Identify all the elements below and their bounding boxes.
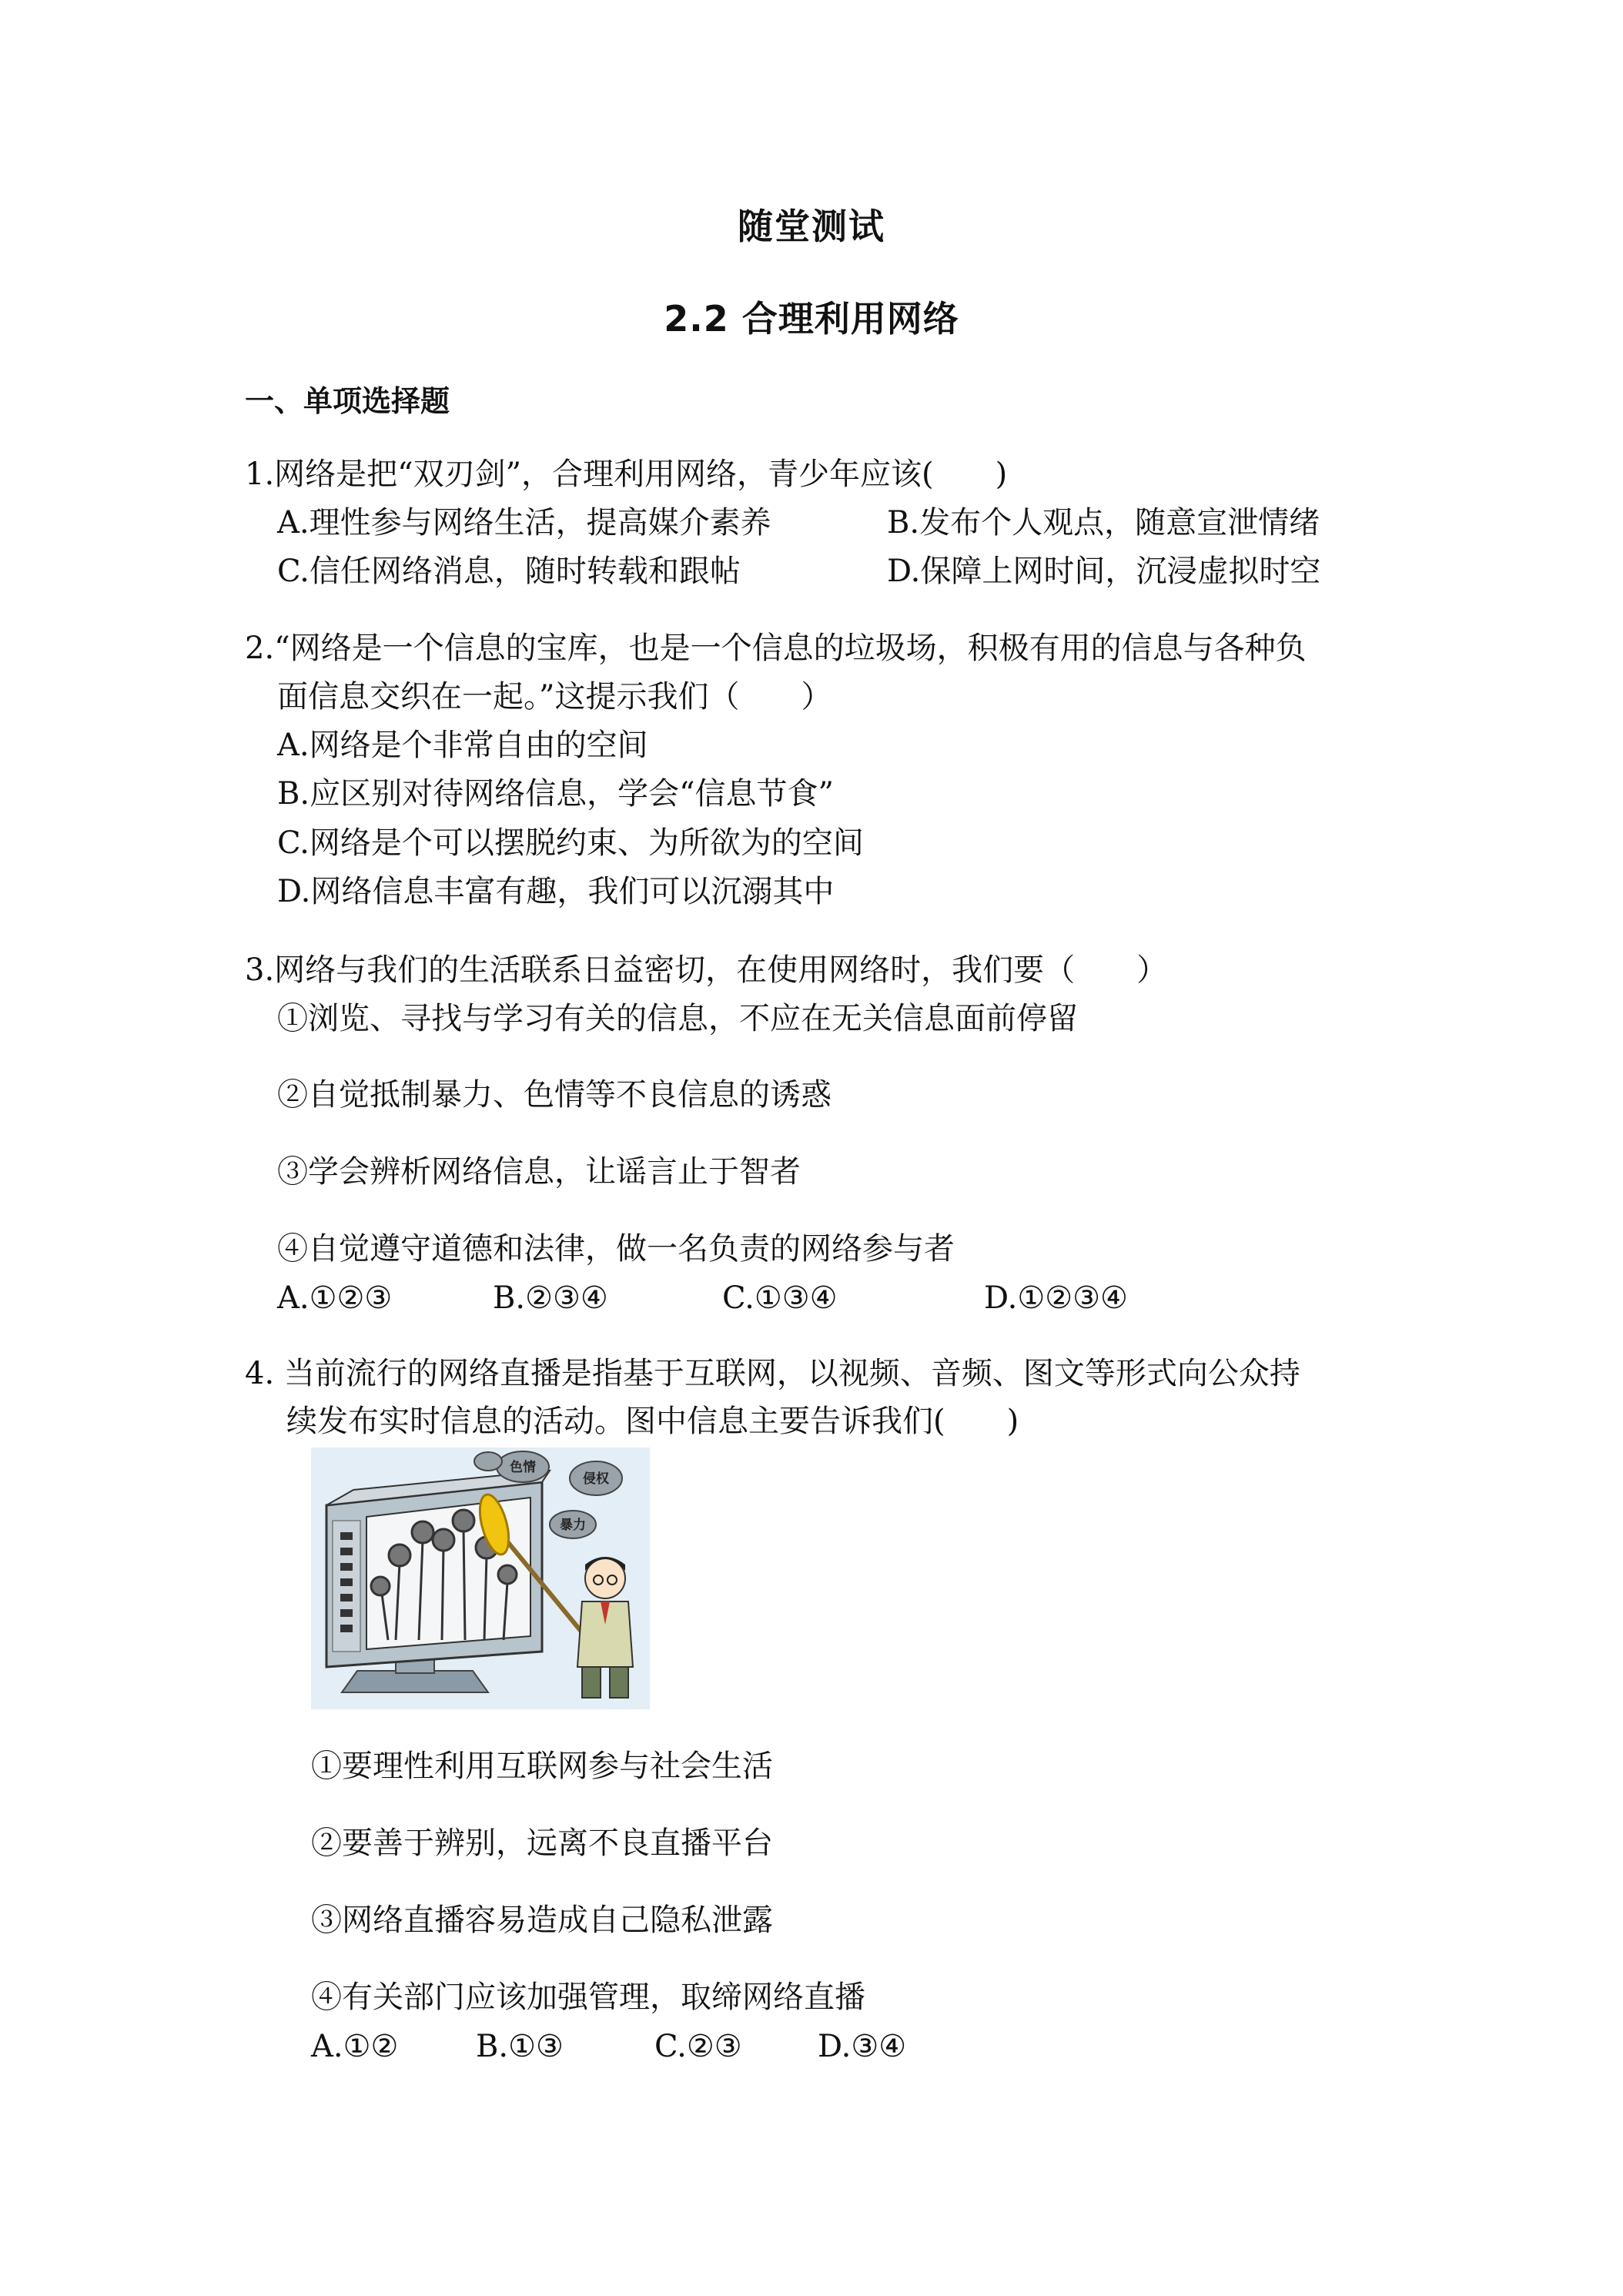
question-4-statement-1: ①要理性利用互联网参与社会生活 bbox=[311, 1749, 773, 1784]
bubble-label-3: 暴力 bbox=[560, 1518, 586, 1533]
question-4-statement-4: ④有关部门应该加强管理，取缔网络直播 bbox=[311, 1980, 865, 2015]
question-3-statement-1: ①浏览、寻找与学习有关的信息，不应在无关信息面前停留 bbox=[277, 1001, 1078, 1036]
question-4-option-c: C.②③ bbox=[654, 2029, 742, 2064]
lesson-title: 2.2 合理利用网络 bbox=[664, 298, 959, 340]
question-4-stem-line-1: 4. 当前流行的网络直播是指基于互联网，以视频、音频、图文等形式向公众持 bbox=[245, 1356, 1300, 1391]
question-1-option-a: A.理性参与网络生活，提高媒介素养 bbox=[277, 505, 771, 541]
question-2-option-d: D.网络信息丰富有趣，我们可以沉溺其中 bbox=[277, 874, 835, 909]
question-4-stem-line-2: 续发布实时信息的活动。图中信息主要告诉我们( ) bbox=[286, 1404, 1019, 1439]
question-1-option-c: C.信任网络消息，随时转载和跟帖 bbox=[277, 554, 741, 589]
question-3-statement-2: ②自觉抵制暴力、色情等不良信息的诱惑 bbox=[277, 1077, 832, 1113]
question-2-stem-line-1: 2.“网络是一个信息的宝库，也是一个信息的垃圾场，积极有用的信息与各种负 bbox=[245, 631, 1307, 666]
question-2-option-b: B.应区别对待网络信息，学会“信息节食” bbox=[277, 776, 835, 812]
question-4-statement-3: ③网络直播容易造成自己隐私泄露 bbox=[311, 1903, 773, 1938]
question-4-option-d: D.③④ bbox=[818, 2029, 907, 2064]
question-2-stem-line-2: 面信息交织在一起。”这提示我们（ ） bbox=[277, 679, 832, 715]
question-1-stem: 1.网络是把“双刃剑”，合理利用网络，青少年应该( ) bbox=[245, 457, 1008, 492]
question-2-option-c: C.网络是个可以摆脱约束、为所欲为的空间 bbox=[277, 825, 864, 861]
question-3-option-c: C.①③④ bbox=[722, 1280, 838, 1316]
question-1-option-b: B.发布个人观点，随意宣泄情绪 bbox=[887, 505, 1320, 541]
question-3-option-b: B.②③④ bbox=[493, 1280, 608, 1316]
question-1-option-d: D.保障上网时间，沉浸虚拟时空 bbox=[887, 554, 1321, 589]
question-4-statement-2: ②要善于辨别，远离不良直播平台 bbox=[311, 1826, 773, 1861]
question-3-stem: 3.网络与我们的生活联系日益密切，在使用网络时，我们要（ ） bbox=[245, 952, 1168, 988]
bubble-label-1: 色情 bbox=[510, 1460, 536, 1475]
section-heading: 一、单项选择题 bbox=[245, 384, 450, 418]
page-title: 随堂测试 bbox=[738, 206, 885, 247]
cartoon-monitor-cleaning-icon bbox=[311, 1448, 650, 1709]
question-2-option-a: A.网络是个非常自由的空间 bbox=[277, 728, 648, 763]
question-3-option-d: D.①②③④ bbox=[984, 1280, 1128, 1316]
question-3-statement-3: ③学会辨析网络信息，让谣言止于智者 bbox=[277, 1154, 801, 1190]
question-4-option-a: A.①② bbox=[311, 2029, 399, 2064]
question-4-option-b: B.①③ bbox=[476, 2029, 564, 2064]
question-3-statement-4: ④自觉遵守道德和法律，做一名负责的网络参与者 bbox=[277, 1231, 955, 1267]
bubble-label-2: 侵权 bbox=[583, 1471, 609, 1487]
question-3-option-a: A.①②③ bbox=[277, 1280, 393, 1316]
